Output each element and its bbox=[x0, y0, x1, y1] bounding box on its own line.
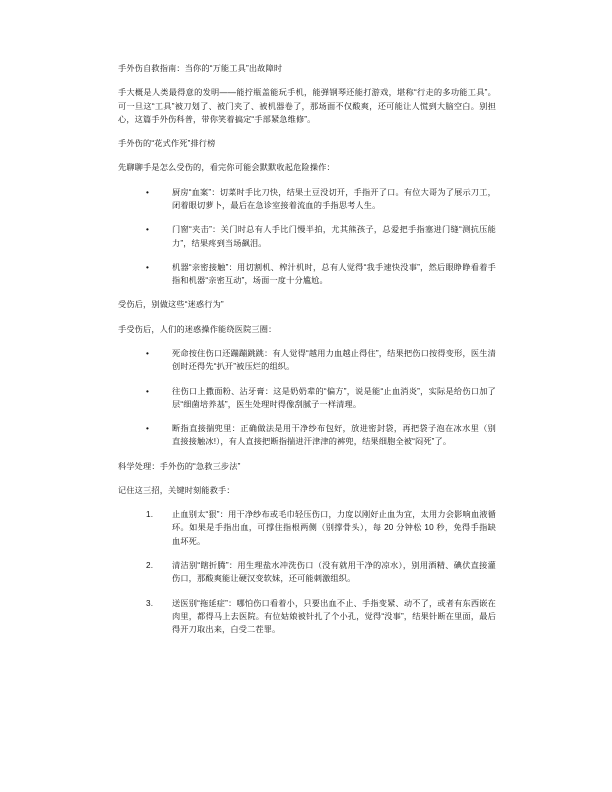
bullet-list-item bbox=[118, 223, 496, 250]
list-number: 3. bbox=[146, 598, 154, 608]
paragraph: 手受伤后，人们的迷惑操作能绕医院三圈： bbox=[118, 324, 277, 334]
list-item-text: 送医别“拖延症”：哪怕伤口看着小，只要出血不止、手指变紧、动不了，或者有东西嵌在肉里，都得马上去医院。有位姑娘被针扎了个小孔，觉得“没事”，结果针断在里面，最后得开刀取出来，白受二茬罪。 bbox=[172, 598, 496, 635]
bullet-marker: • bbox=[146, 348, 150, 358]
section-heading: 手外伤自救指南：当你的“万能工具”出故障时 bbox=[118, 64, 283, 73]
list-item-text: 死命按住伤口还蹦蹦跳跳：有人觉得“越用力血越止得住”，结果把伤口按得变形，医生清创时还得先“扒开”被压烂的组织。 bbox=[172, 348, 496, 372]
bullet-marker: • bbox=[146, 187, 150, 197]
bullet-list-item bbox=[118, 186, 496, 213]
paragraph: 记住这三招，关键时刻能救手： bbox=[118, 485, 235, 495]
list-item-text: 止血别太“狠”：用干净纱布或毛巾轻压伤口，力度以刚好止血为宜，太用力会影响血液循环。如果是手指出血，可撑住指根两侧（别撑骨头），每 20 分钟松 10 秒，免得手指缺血坏死。 bbox=[172, 510, 496, 546]
bullet-marker: • bbox=[146, 386, 150, 396]
bullet-marker: • bbox=[146, 262, 150, 272]
list-item-text: 厨房“血案”：切菜时手比刀快，结果土豆没切开，手指开了口。有位大哥为了展示刀工，闭着眼切萝卜，最后在急诊室接着流血的手指思考人生。 bbox=[172, 187, 496, 210]
numbered-list-item bbox=[118, 597, 496, 637]
numbered-list-item bbox=[118, 559, 496, 586]
paragraph: 手大概是人类最得意的发明——能拧瓶盖能玩手机，能弹钢琴还能打游戏，堪称“行走的多功能工具”。可一旦这“工具”被刀划了、被门夹了、被机器卷了，那场面不仅酸爽，还可能让人慌到大脑空白。别担心，这篇手外伤科普，带你笑着搞定“手部紧急维修”。 bbox=[118, 88, 496, 124]
bullet-list-item bbox=[118, 347, 496, 374]
list-number: 1. bbox=[146, 510, 154, 520]
section-heading: 科学处理：手外伤的“急救三步法” bbox=[118, 461, 241, 471]
list-number: 2. bbox=[146, 561, 154, 571]
bullet-list-item bbox=[118, 261, 496, 288]
paragraph: 先聊聊手是怎么受伤的，看完你可能会默默收起危险操作： bbox=[118, 163, 335, 173]
list-item-text: 门窗“夹击”：关门时总有人手比门慢半拍，尤其熊孩子，总爱把手指塞进门缝“测抗压能力”，结果疼到当场飙泪。 bbox=[172, 225, 496, 248]
list-item-text: 机器“亲密接触”：用切割机、榨汁机时，总有人觉得“我手速快没事”，然后眼睁睁看着手指和机器“亲密互动”，场面一度十分尴尬。 bbox=[172, 262, 496, 286]
bullet-list-item bbox=[118, 385, 496, 412]
bullet-list-item bbox=[118, 422, 496, 449]
section-heading: 受伤后，别做这些“迷惑行为” bbox=[118, 300, 224, 310]
numbered-list-item bbox=[118, 508, 496, 548]
list-item-text: 断指直接揣兜里：正确做法是用干净纱布包好，放进密封袋，再把袋子泡在冰水里（别直接接触冰!），有人直接把断指揣进汗津津的裤兜，结果细胞全被“闷死”了。 bbox=[172, 424, 496, 447]
bullet-marker: • bbox=[146, 424, 150, 434]
document-body bbox=[118, 62, 496, 636]
section-heading: 手外伤的“花式作死”排行榜 bbox=[118, 139, 216, 149]
bullet-marker: • bbox=[146, 225, 150, 235]
list-item-text: 清洁别“瞎折腾”：用生理盐水冲洗伤口（没有就用干净的凉水），别用酒精、碘伏直接灌伤口，那酸爽能让硬汉变软妹，还可能刺激组织。 bbox=[172, 561, 496, 584]
list-item-text: 往伤口上撒面粉、沾牙膏：这是奶奶辈的“偏方”，说是能“止血消炎”，实际是给伤口加了层“细菌培养基”，医生处理时得像刮腻子一样清理。 bbox=[172, 386, 496, 409]
